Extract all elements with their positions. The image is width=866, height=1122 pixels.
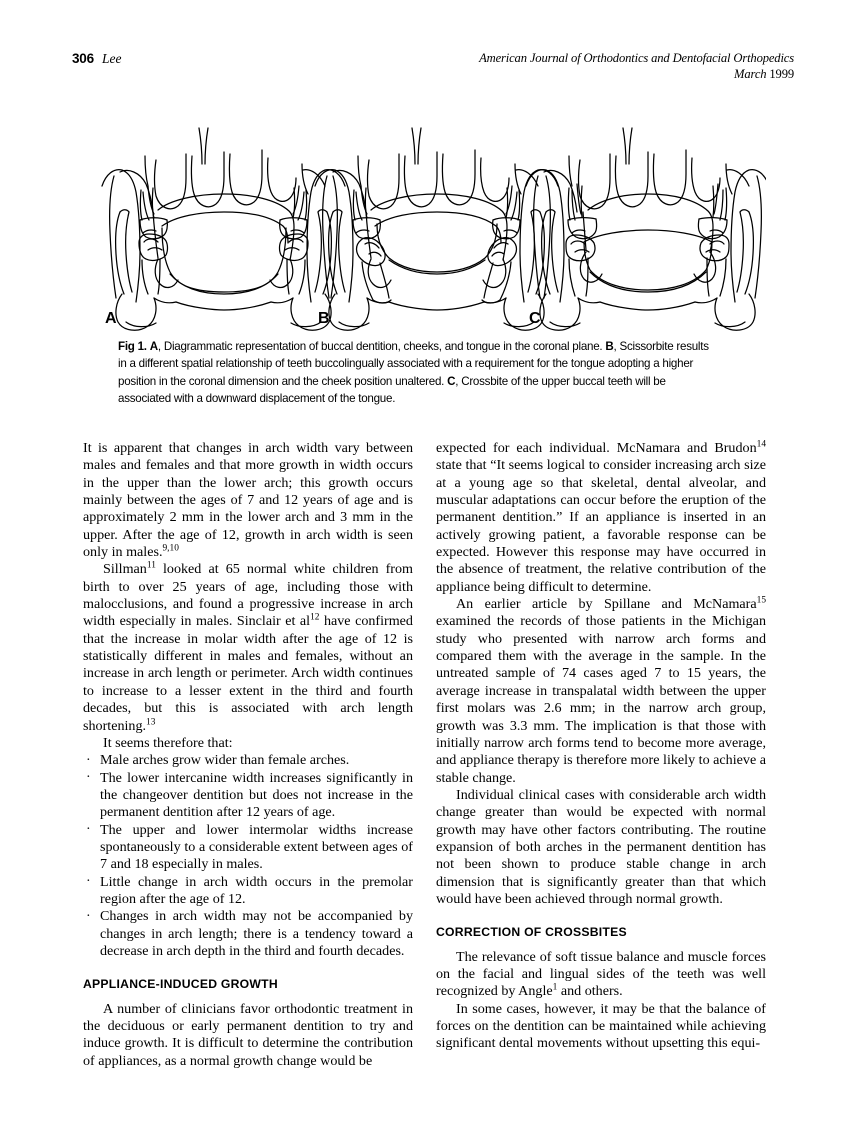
left-paragraph-2-text-c: have confirmed that the increase in molar width after the age of 12 is statistically different in males and females, without an increase in arch length or perimeter. Arch width continues to increase to a lesser extent in the third and fourth decades, but this is associated with arch length shortening. [83,613,413,734]
findings-list [83,752,413,960]
journal-title: American Journal of Orthodontics and Dentofacial Orthopedics [479,51,794,65]
panel-a-artwork [102,128,345,330]
left-paragraph-3: A number of clinicians favor orthodontic treatment in the deciduous or early permanent dentition to try and induce growth. It is difficult to determine the contribution of appliances, as a normal growth change would be [83,1000,413,1069]
figure-1 [96,126,766,331]
panel-c-artwork [526,128,766,330]
list-item: · Changes in arch width may not be accompanied by changes in arch length; there is a tendency toward a decrease in arch depth in the third and fourth decades. [83,908,413,960]
running-head-left [72,50,121,68]
figure-caption-c-text: , Crossbite of the upper buccal teeth will be associated with a downward displacement of the tongue. [118,374,666,406]
left-paragraph-2-text-b: looked at 65 normal white children from birth to over 25 years of age, including those with malocclusions, and found a progressive increase in arch width especially in males. Sinclair et al [83,561,413,630]
right-paragraph-5: In some cases, however, it may be that the balance of forces on the dentition can be maintained while achieving significant dental movements without upsetting this equi- [436,1000,766,1052]
reference-1: 1 [552,982,558,993]
list-item: · Male arches grow wider than female arches. [83,752,413,769]
running-head [72,50,794,96]
left-paragraph-1-text: It is apparent that changes in arch width vary between males and females and that more growth in width occurs in the upper than the lower arch; this growth occurs mainly between the ages of 7 and 12 years of age and is approximately 2 mm in the lower arch and 3 mm in the upper. After the age of 12, growth in arch width is seen only in males. [83,440,413,561]
right-paragraph-1 [436,440,766,596]
reference-9-10: 9,10 [162,543,179,554]
reference-15: 15 [756,595,766,606]
list-intro: It seems therefore that: [103,734,233,751]
body-column-right [436,440,766,1053]
reference-12: 12 [310,612,320,623]
figure-caption-a-label: A [149,340,158,353]
left-paragraph-1 [83,440,413,561]
panel-b-artwork [315,128,558,330]
issue-month: March [734,67,767,81]
coronal-dentition-diagram [96,126,766,331]
list-item: · Little change in arch width occurs in the premolar region after the age of 12. [83,874,413,909]
right-paragraph-4-text-b: and others. [557,983,623,1000]
body-column-left [83,440,413,1070]
figure-caption-prefix: Fig 1. [118,340,147,353]
issue-year: 1999 [769,67,794,81]
list-item: · The upper and lower intermolar widths increase spontaneously to a considerable extent between ages of 7 and 18 especially in males. [83,822,413,874]
section-heading-correction-of-crossbites: CORRECTION OF CROSSBITES [436,925,627,940]
list-item: · The lower intercanine width increases significantly in the changeover dentition but does not increase in the permanent dentition after 12 years of age. [83,770,413,822]
right-paragraph-3: Individual clinical cases with considerable arch width change greater than would be expected with normal growth may have other factors contributing. The routine expansion of both arches in the permanent dentition has not been shown to produce stable change in arch dimension that is significantly greater than that which would have been achieved through normal growth. [436,786,766,907]
figure-caption-b-label: B [605,340,614,353]
reference-14: 14 [756,439,766,450]
left-paragraph-2 [83,561,413,734]
figure-caption-a-text: , Diagrammatic representation of buccal dentition, cheeks, and tongue in the coronal plane. [157,340,603,353]
panel-label-a: A [105,310,117,327]
section-heading-appliance-induced-growth: APPLIANCE-INDUCED GROWTH [83,977,278,992]
right-paragraph-4 [436,949,766,1001]
running-head-right [479,50,794,82]
right-paragraph-1-text-a: expected for each individual. McNamara and Brudon [436,440,757,456]
figure-caption [118,338,718,408]
right-paragraph-4-text-a: The relevance of soft tissue balance and muscle forces on the facial and lingual sides of the teeth was well recognized by Angle [436,948,766,1000]
reference-11: 11 [146,560,156,571]
panel-label-c: C [529,310,541,327]
right-paragraph-1-text-b: state that “It seems logical to consider increasing arch size at a young age so that skeletal, dental alveolar, and muscular adaptations can occur before the eruption of the permanent dentition.” If an appliance is inserted in an actively growing patient, a favorable response can be expected. However this response may have occurred in the absence of treatment, the relative contribution of the appliance being difficult to determine. [436,457,766,595]
page-number: 306 [72,51,94,66]
figure-caption-b-text: , Scissorbite results in a different spatial relationship of teeth buccolingually associated with a requirement for the tongue adopting a higher position in the coronal dimension and the cheek position unaltered. [118,340,709,388]
figure-caption-c-label: C [447,374,456,388]
panel-label-b: B [318,310,330,327]
right-paragraph-2 [436,596,766,787]
right-paragraph-2-text-b: examined the records of those patients in the Michigan study who presented with narrow arch forms and compared them with the average in the sample. In the untreated sample of 74 cases aged 7 to 15 years, the average increase in transpalatal width between the upper first molars was 2.6 mm; in the narrow arch group, growth was 3.3 mm. The implication is that those with initially narrow arch forms tend to become more average, and appliance therapy is therefore more likely to achieve a stable change. [436,613,766,786]
issue-date [479,66,794,82]
reference-13: 13 [146,716,156,727]
left-paragraph-2-text-a: Sillman [103,561,147,578]
right-paragraph-2-text-a: An earlier article by Spillane and McNamara [456,596,757,613]
running-head-author: Lee [101,51,122,66]
